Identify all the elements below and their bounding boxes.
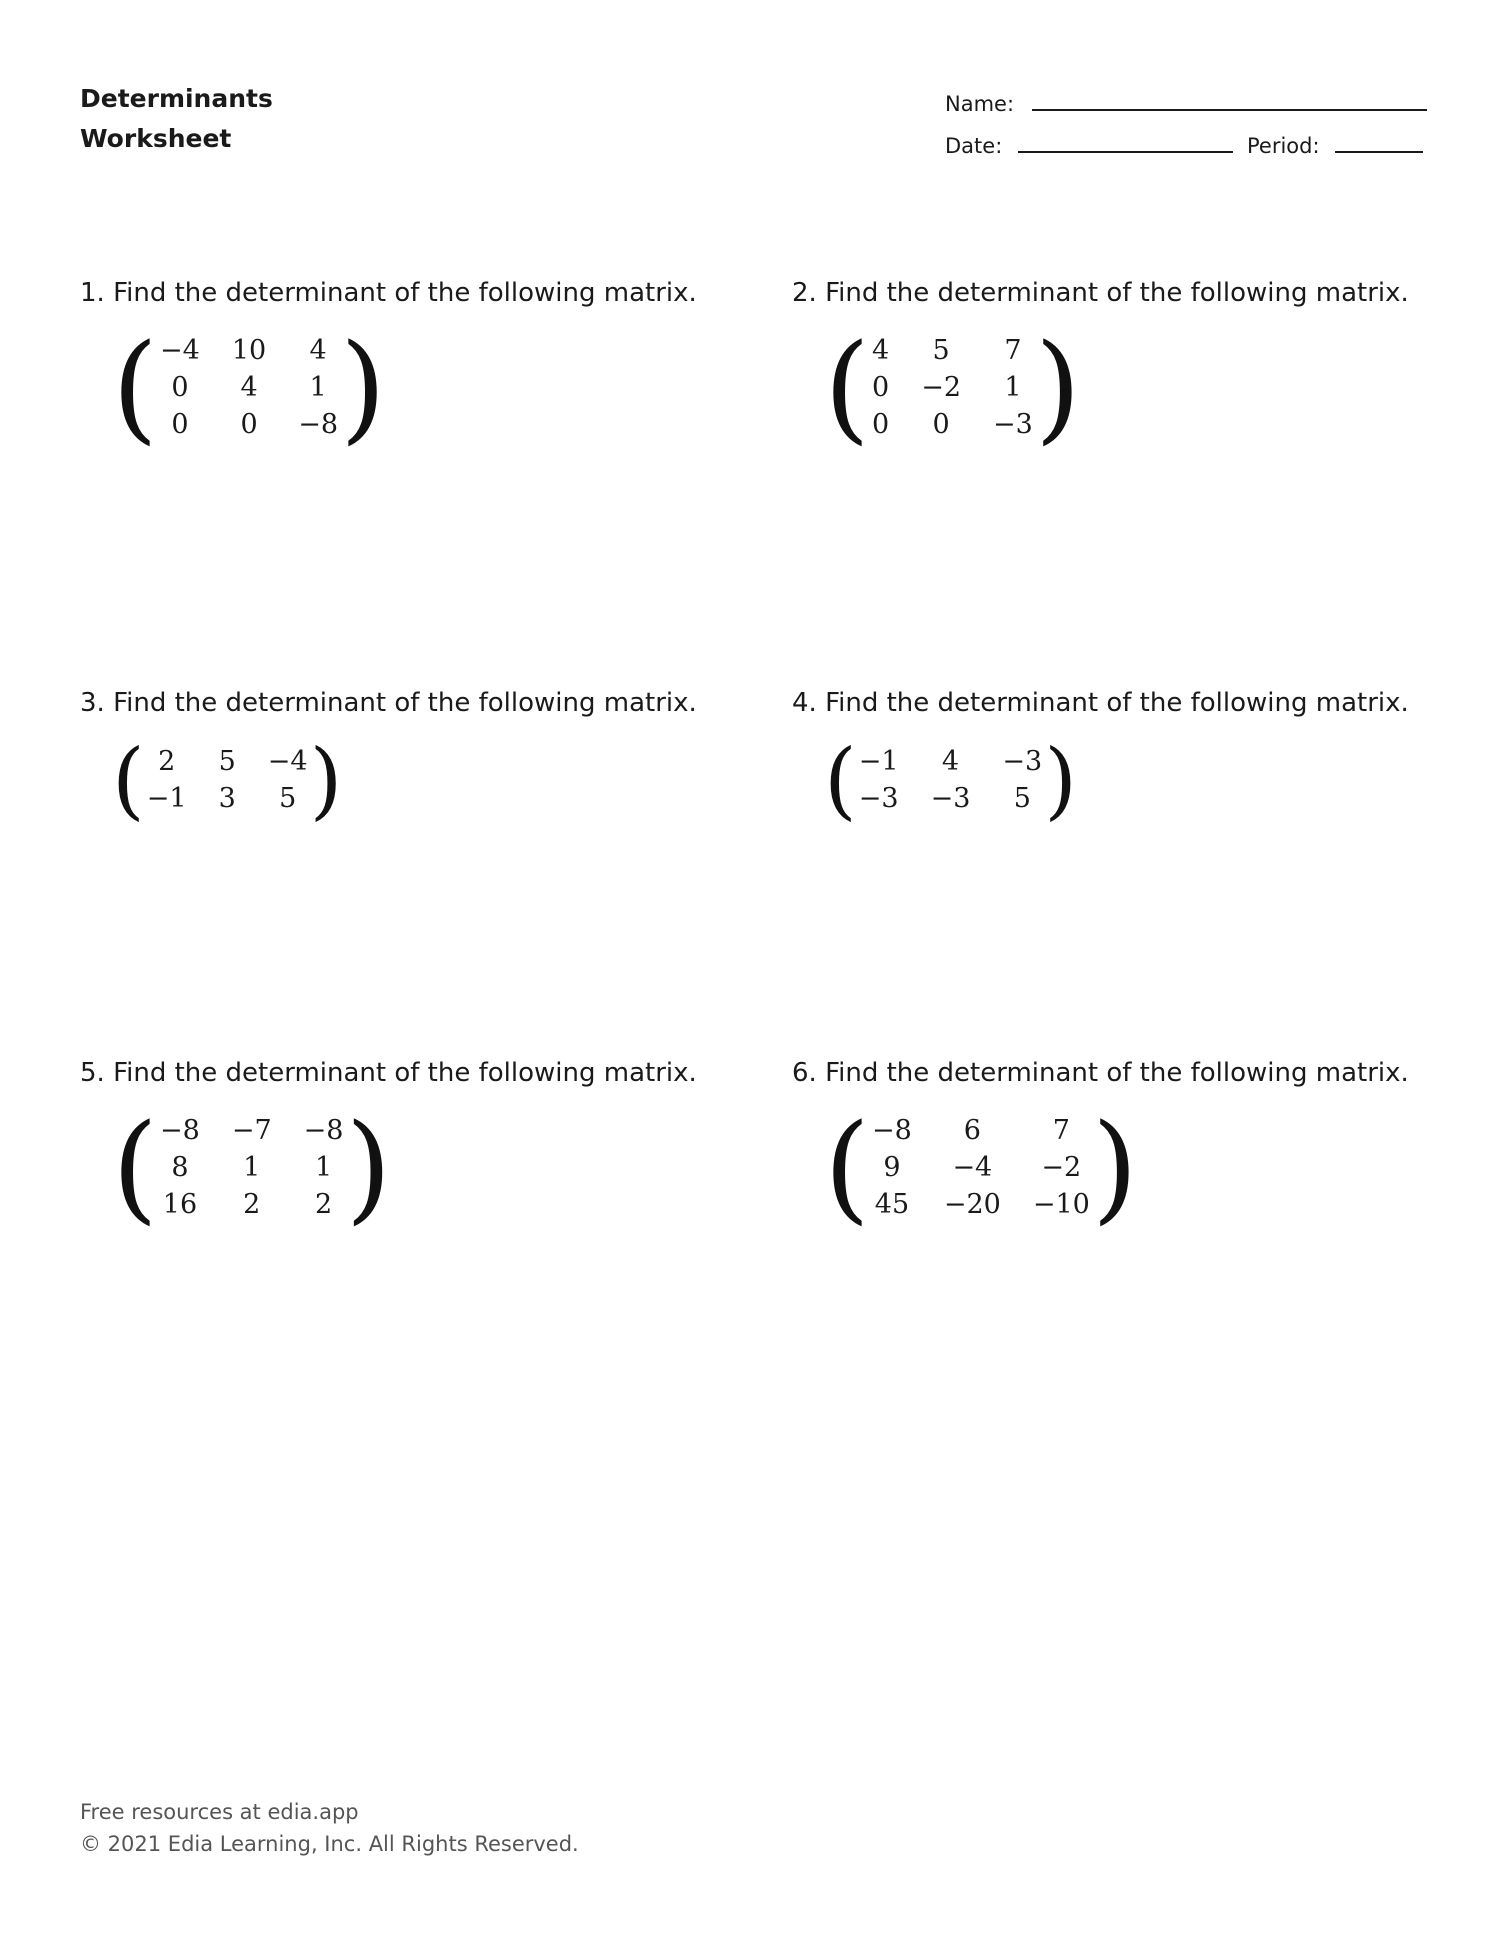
matrix-cell: 1: [309, 371, 327, 403]
matrix-cell: 2: [243, 1188, 261, 1220]
matrix-cell: 0: [932, 408, 950, 440]
matrix-cell: −20: [943, 1188, 1001, 1220]
problem-prompt: 3. Find the determinant of the following matrix.: [80, 688, 697, 718]
matrix-cell: 5: [932, 334, 950, 366]
matrix-cell: 4: [941, 746, 960, 777]
matrix-cell: −1: [146, 783, 187, 814]
worksheet-title: Determinants: [80, 84, 273, 113]
matrix-cell: 4: [872, 334, 890, 366]
matrix-cell: 3: [218, 783, 236, 814]
matrix-cell: 45: [874, 1188, 910, 1220]
matrix-cell: −3: [858, 783, 899, 814]
matrix: [824, 1098, 1138, 1236]
date-label: Date:: [945, 134, 1003, 158]
right-paren: ): [1091, 1098, 1138, 1236]
matrix-cell: −4: [160, 334, 200, 366]
right-paren: ): [1034, 318, 1081, 456]
matrix-entries: [158, 1113, 345, 1222]
matrix-entries: [145, 744, 310, 816]
left-paren: (: [112, 318, 159, 456]
matrix-cell: 5: [218, 746, 236, 777]
matrix-cell: 9: [883, 1151, 901, 1183]
matrix-cell: −3: [930, 783, 971, 814]
matrix-cell: 16: [162, 1188, 198, 1220]
matrix-cell: 0: [872, 371, 890, 403]
name-field[interactable]: [1032, 109, 1427, 111]
left-paren: (: [824, 1098, 871, 1236]
matrix: [824, 731, 1077, 829]
problem-prompt: 6. Find the determinant of the following matrix.: [792, 1058, 1409, 1088]
matrix-cell: 10: [231, 334, 267, 366]
matrix-cell: 5: [1013, 783, 1031, 814]
matrix-cell: −3: [993, 408, 1033, 440]
right-paren: ): [340, 318, 387, 456]
matrix-cell: −1: [858, 746, 899, 777]
matrix-cell: 5: [279, 783, 297, 814]
matrix-cell: −8: [872, 1114, 912, 1146]
right-paren: ): [1044, 731, 1077, 829]
matrix-cell: 2: [314, 1188, 333, 1220]
name-label: Name:: [945, 92, 1015, 116]
matrix-cell: 1: [243, 1151, 261, 1183]
matrix-cell: −10: [1032, 1188, 1090, 1220]
matrix-cell: 0: [171, 408, 189, 440]
date-field[interactable]: [1018, 151, 1233, 153]
problem-3: [80, 688, 700, 868]
matrix-entries: [870, 333, 1035, 442]
matrix-cell: −8: [298, 408, 339, 440]
matrix-entries: [158, 333, 340, 442]
matrix-cell: 1: [314, 1151, 333, 1183]
problem-2: [792, 278, 1412, 458]
matrix-cell: −3: [1002, 746, 1043, 777]
footer-resources: Free resources at edia.app: [80, 1800, 359, 1824]
problem-prompt: 1. Find the determinant of the following matrix.: [80, 278, 697, 308]
matrix-cell: 7: [1004, 334, 1022, 366]
matrix-cell: 6: [963, 1114, 981, 1146]
matrix-cell: 4: [240, 371, 258, 403]
problem-4: [792, 688, 1412, 868]
problem-1: [80, 278, 700, 458]
matrix: [112, 318, 387, 456]
matrix-entries: [857, 744, 1044, 816]
matrix-cell: 4: [309, 334, 327, 366]
matrix-cell: 0: [872, 408, 890, 440]
problem-prompt: 2. Find the determinant of the following matrix.: [792, 278, 1409, 308]
matrix-cell: 7: [1052, 1114, 1070, 1146]
matrix-cell: −2: [921, 371, 962, 403]
worksheet-subtitle: Worksheet: [80, 124, 232, 153]
period-label: Period:: [1247, 134, 1320, 158]
footer-copyright: © 2021 Edia Learning, Inc. All Rights Reserved.: [80, 1832, 579, 1856]
matrix: [824, 318, 1081, 456]
left-paren: (: [824, 318, 871, 456]
matrix-cell: −4: [952, 1151, 993, 1183]
matrix-cell: −4: [267, 746, 308, 777]
matrix-cell: −2: [1041, 1151, 1082, 1183]
problem-prompt: 5. Find the determinant of the following matrix.: [80, 1058, 697, 1088]
right-paren: ): [309, 731, 343, 829]
matrix-cell: 2: [158, 746, 176, 777]
right-paren: ): [345, 1098, 392, 1236]
matrix-cell: −8: [160, 1114, 200, 1146]
matrix-cell: 1: [1004, 371, 1022, 403]
matrix-cell: −8: [303, 1114, 344, 1146]
matrix: [112, 731, 343, 829]
matrix-cell: −7: [231, 1114, 272, 1146]
period-field[interactable]: [1335, 151, 1423, 153]
matrix-cell: 0: [171, 371, 189, 403]
matrix-entries: [870, 1113, 1092, 1222]
matrix: [112, 1098, 392, 1236]
matrix-cell: 8: [171, 1151, 189, 1183]
matrix-cell: 0: [240, 408, 258, 440]
problem-6: [792, 1058, 1412, 1238]
problem-prompt: 4. Find the determinant of the following matrix.: [792, 688, 1409, 718]
problem-5: [80, 1058, 700, 1238]
left-paren: (: [824, 731, 857, 829]
left-paren: (: [112, 731, 145, 829]
left-paren: (: [112, 1098, 159, 1236]
